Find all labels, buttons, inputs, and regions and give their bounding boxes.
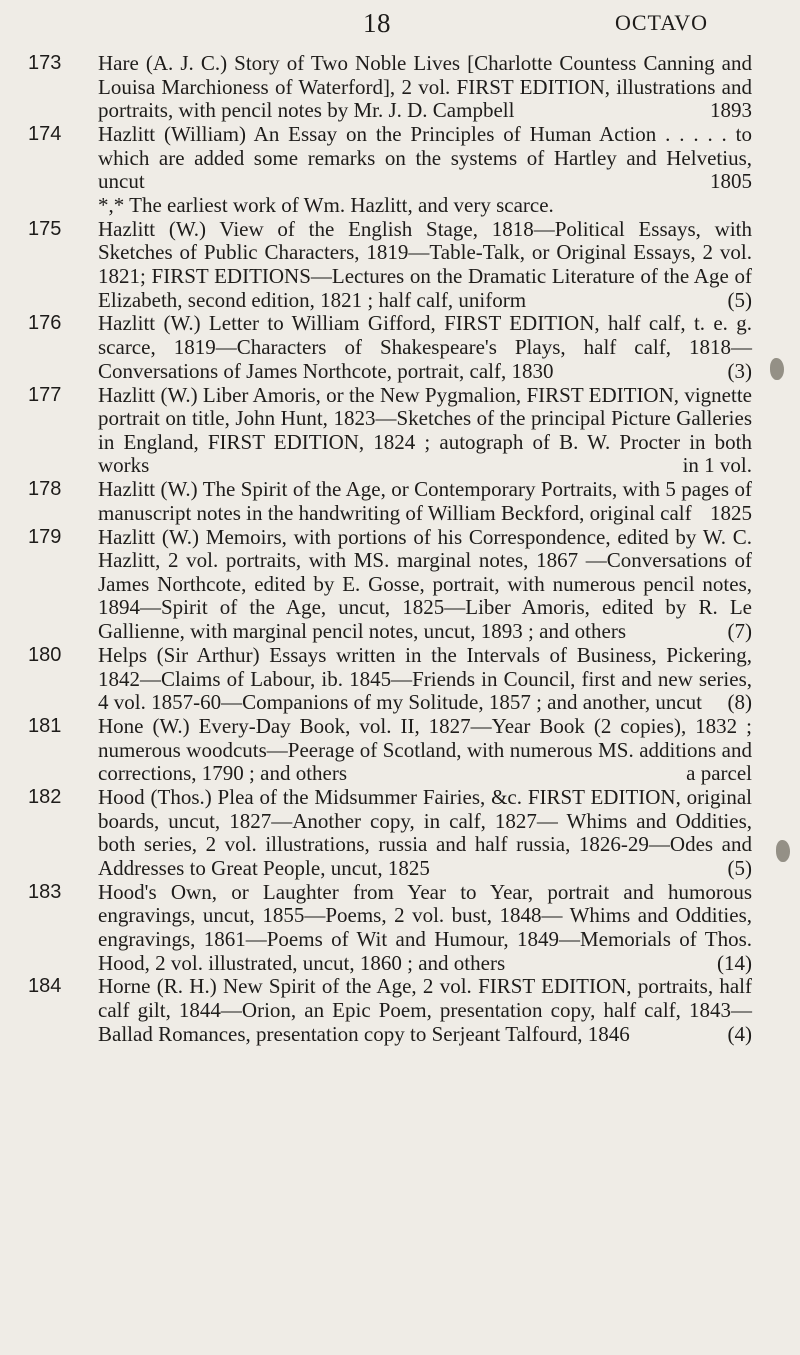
entry-price: (14) — [717, 950, 752, 975]
entry-text: Hazlitt (W.) View of the English Stage, 1818—Political Essays, with Sketches of Public Characters, 1819—Table-Talk, or Original Essays, 2 vol. 1821; FIRST EDITIONS—Lectures on the Dramatic Literature of the Age of Elizabeth, second edition, 1821 ; half calf, uniform — [98, 216, 752, 312]
catalogue-entry — [28, 312, 752, 383]
catalogue-entry — [28, 881, 752, 975]
catalogue-entry — [28, 478, 752, 525]
entry-text: Hazlitt (W.) Letter to William Gifford, FIRST EDITION, half calf, t. e. g. scarce, 1819—Characters of Shakespeare's Plays, half calf, 1818—Conversations of James Northcote, portrait, calf, 1830 — [98, 311, 752, 383]
entry-text: Hone (W.) Every-Day Book, vol. II, 1827—Year Book (2 copies), 1832 ; numerous woodcuts—Peerage of Scotland, with numerous MS. additions and corrections, 1790 ; and others — [98, 714, 752, 786]
entry-price: in 1 vol. — [682, 453, 752, 478]
lot-number: 177 — [28, 383, 62, 406]
lot-number: 174 — [28, 123, 62, 146]
entry-note: *,* The earliest work of Wm. Hazlitt, and very scarce. — [98, 192, 554, 217]
section-title: OCTAVO — [615, 10, 709, 35]
lot-number: 180 — [28, 643, 62, 666]
entry-text: Hazlitt (William) An Essay on the Principles of Human Action . . . . . to which are added some remarks on the systems of Hartley and Helvetius, uncut — [98, 122, 752, 194]
entry-text: Hare (A. J. C.) Story of Two Noble Lives [Charlotte Countess Canning and Louisa Marchioness of Waterford], 2 vol. FIRST EDITION, illustrations and portraits, with pencil notes by Mr. J. D. Campbell — [98, 51, 752, 123]
entry-price: (4) — [727, 1021, 752, 1046]
lot-number: 173 — [28, 52, 62, 74]
lot-number: 182 — [28, 786, 62, 809]
entry-text: Hazlitt (W.) Memoirs, with portions of his Correspondence, edited by W. C. Hazlitt, 2 vol. portraits, with MS. marginal notes, 1867 —Conversations of James Northcote, edited by E. Gosse, portrait, with numerous pencil notes, 1894—Spirit of the Age, uncut, 1825—Liber Amoris, edited by R. Le Gallienne, with marginal pencil notes, uncut, 1893 ; and others — [98, 524, 752, 644]
catalogue-entry — [28, 526, 752, 644]
ink-blot-mark — [770, 358, 784, 380]
catalogue-entry — [28, 384, 752, 478]
catalogue-entry — [28, 218, 752, 312]
lot-number: 178 — [28, 478, 62, 501]
ink-blot-mark — [776, 840, 790, 862]
entry-price: 1893 — [710, 98, 752, 123]
entry-price: (7) — [727, 619, 752, 644]
entry-price: (3) — [727, 358, 752, 383]
entry-price: 1825 — [710, 500, 752, 525]
catalogue-entry — [28, 975, 752, 1046]
lot-number: 175 — [28, 217, 62, 240]
lot-number: 181 — [28, 715, 62, 737]
entry-price: (5) — [727, 287, 752, 312]
entry-price: (5) — [727, 855, 752, 880]
entry-text: Horne (R. H.) New Spirit of the Age, 2 vol. FIRST EDITION, portraits, half calf gilt, 1844—Orion, an Epic Poem, presentation copy, half calf, 1843—Ballad Romances, presentation copy to Serjeant Talfourd, 1846 — [98, 974, 752, 1046]
catalogue-entries — [28, 52, 752, 1047]
entry-price: 1805 — [710, 169, 752, 194]
catalogue-entry — [28, 786, 752, 880]
entry-price: a parcel — [686, 761, 752, 786]
entry-text: Helps (Sir Arthur) Essays written in the Intervals of Business, Pickering, 1842—Claims of Labour, ib. 1845—Friends in Council, first and new series, 4 vol. 1857-60—Companions of my Solitude, 1857 ; and another, uncut — [98, 642, 752, 715]
entry-text: Hood's Own, or Laughter from Year to Year, portrait and humorous engravings, uncut, 1855—Poems, 2 vol. bust, 1848— Whims and Oddities, engravings, 1861—Poems of Wit and Humour, 1849—Memorials of Thos. Hood, 2 vol. illustrated, uncut, 1860 ; and others — [98, 879, 752, 975]
entry-text: Hazlitt (W.) The Spirit of the Age, or Contemporary Portraits, with 5 pages of manuscript notes in the handwriting of William Beckford, original calf — [98, 477, 752, 525]
catalogue-entry — [28, 123, 752, 217]
catalogue-entry — [28, 644, 752, 715]
catalogue-entry — [28, 52, 752, 123]
entry-text: Hazlitt (W.) Liber Amoris, or the New Pygmalion, FIRST EDITION, vignette portrait on title, John Hunt, 1823—Sketches of the principal Picture Galleries in England, FIRST EDITION, 1824 ; autograph of B. W. Procter in both works — [98, 382, 752, 478]
lot-number: 184 — [28, 975, 62, 998]
page-number: 18 — [363, 8, 391, 38]
entry-text: Hood (Thos.) Plea of the Midsummer Fairies, &c. FIRST EDITION, original boards, uncut, 1827—Another copy, in calf, 1827— Whims and Oddities, both series, 2 vol. illustrations, russia and half russia, 1826-29—Odes and Addresses to Great People, uncut, 1825 — [98, 785, 752, 880]
lot-number: 179 — [28, 525, 62, 548]
catalogue-entry — [28, 715, 752, 786]
lot-number: 176 — [28, 312, 62, 335]
lot-number: 183 — [28, 880, 62, 903]
entry-price: (8) — [727, 690, 752, 715]
